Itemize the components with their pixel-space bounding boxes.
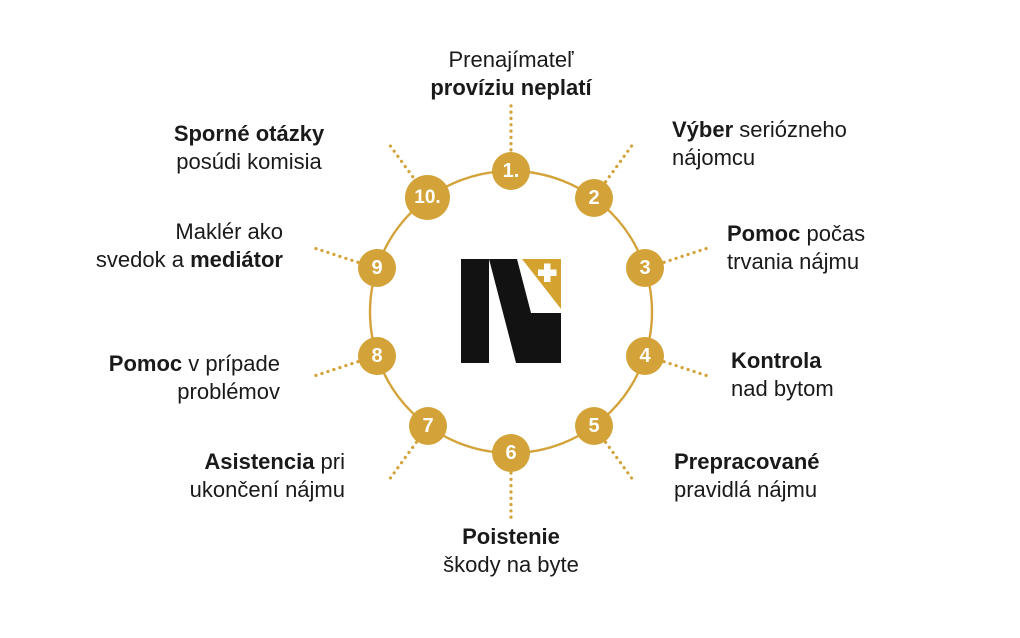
node-badge-8 xyxy=(358,337,396,375)
connector-8 xyxy=(315,362,358,376)
label-kontrola-bytom xyxy=(731,347,834,403)
node-badge-7 xyxy=(409,407,447,445)
node-badge-3 xyxy=(626,249,664,287)
node-number: 9 xyxy=(371,256,383,279)
node-badge-4 xyxy=(626,337,664,375)
node-number: 2 xyxy=(588,186,600,209)
node-badge-5 xyxy=(575,407,613,445)
nplus-logo xyxy=(461,259,561,364)
label-pomoc-pocas-najmu xyxy=(727,220,865,276)
connector-7 xyxy=(390,442,417,479)
connector-4 xyxy=(664,362,707,376)
label-line: problémov xyxy=(177,379,280,404)
label-sporne-otazky xyxy=(99,120,399,176)
connector-9 xyxy=(315,248,358,262)
label-line: Výber seriózneho xyxy=(672,117,847,142)
node-number: 5 xyxy=(588,414,600,437)
connector-5 xyxy=(606,442,633,479)
label-line: Sporné otázky xyxy=(173,121,325,146)
label-line: nájomcu xyxy=(672,145,756,170)
label-line: Poistenie xyxy=(462,524,560,549)
label-line: trvania nájmu xyxy=(727,249,860,274)
node-badge-1 xyxy=(492,152,530,190)
node-number: 6 xyxy=(505,441,517,464)
node-number: 10. xyxy=(414,186,441,208)
label-line: províziu neplatí xyxy=(430,75,592,100)
node-badge-2 xyxy=(575,179,613,217)
node-number: 7 xyxy=(422,414,434,437)
label-poistenie-skody xyxy=(361,523,661,579)
label-line: Pomoc v prípade xyxy=(108,351,280,376)
connector-3 xyxy=(664,248,707,262)
label-vyber-najomcu xyxy=(672,116,847,172)
label-line: Prepracované xyxy=(674,449,820,474)
label-line: Asistencia pri xyxy=(204,449,345,474)
label-line: nad bytom xyxy=(731,376,834,401)
node-number: 3 xyxy=(639,256,651,279)
label-pomoc-problemy xyxy=(109,350,280,406)
label-asistencia-ukoncenie xyxy=(190,448,345,504)
label-line: pravidlá nájmu xyxy=(674,477,818,502)
node-number: 1. xyxy=(502,159,520,182)
label-pravidla-najmu xyxy=(674,448,820,504)
label-line: ukončení nájmu xyxy=(189,477,345,502)
node-number: 4 xyxy=(639,344,651,367)
connector-2 xyxy=(606,145,633,182)
label-line: Prenajímateľ xyxy=(448,47,574,72)
node-badge-10 xyxy=(405,175,450,220)
node-badge-6 xyxy=(492,434,530,472)
label-line: posúdi komisia xyxy=(176,149,322,174)
label-line: Kontrola xyxy=(731,348,822,373)
label-line: Maklér ako xyxy=(175,219,283,244)
label-line: svedok a mediátor xyxy=(95,247,283,272)
node-number: 8 xyxy=(371,344,383,367)
node-badge-9 xyxy=(358,249,396,287)
label-line: škody na byte xyxy=(443,552,579,577)
label-line: Pomoc počas xyxy=(727,221,866,246)
label-makler-mediator xyxy=(96,218,283,274)
label-provizia-neplati xyxy=(361,46,661,102)
